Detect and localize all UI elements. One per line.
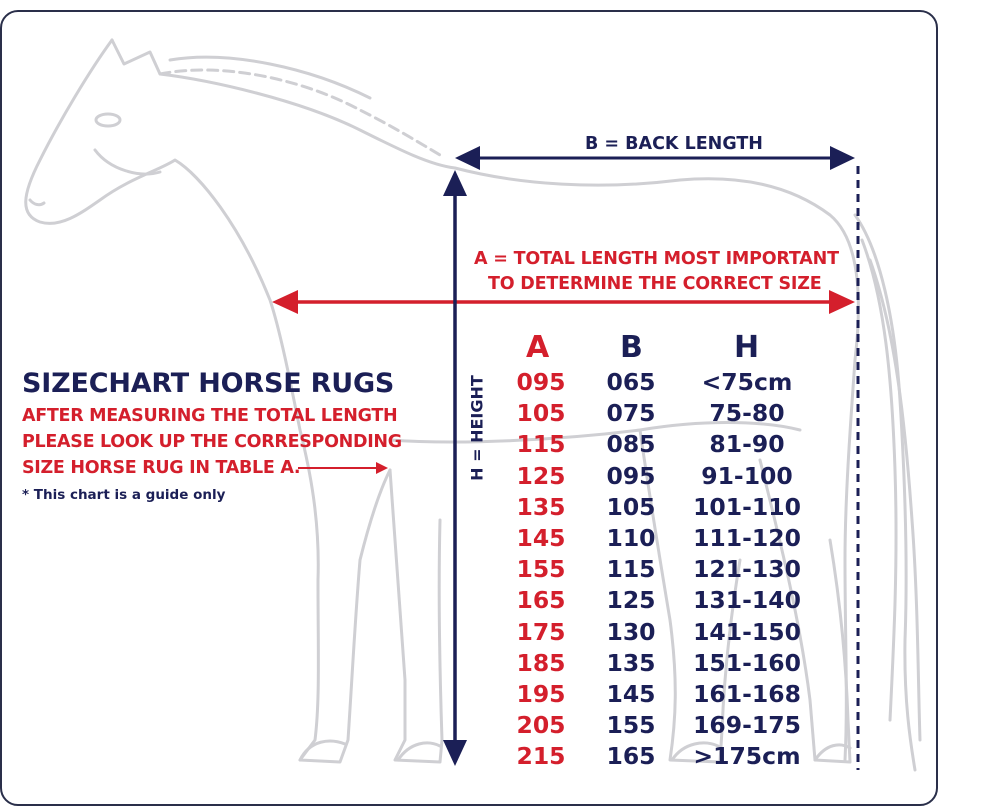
total-length-label-line1: A = TOTAL LENGTH MOST IMPORTANT	[474, 249, 839, 269]
cell-b: 105	[606, 492, 656, 521]
cell-b: 075	[606, 399, 656, 428]
pointer-arrow	[298, 462, 388, 474]
total-length-label-line2: TO DETERMINE THE CORRECT SIZE	[488, 274, 822, 294]
cell-a: 215	[516, 742, 566, 771]
column-header-b: B	[620, 330, 643, 365]
cell-h: 101-110	[693, 492, 801, 521]
instruction-line-1: AFTER MEASURING THE TOTAL LENGTH	[22, 406, 398, 426]
instruction-line-3: SIZE HORSE RUG IN TABLE A.	[22, 458, 301, 478]
cell-b: 110	[606, 524, 656, 552]
cell-a: 125	[516, 461, 566, 490]
instruction-line-2: PLEASE LOOK UP THE CORRESPONDING	[22, 432, 402, 452]
cell-h: 91-100	[701, 461, 793, 490]
cell-a: 155	[516, 555, 566, 584]
cell-h: 161-168	[693, 680, 801, 708]
back-length-label: B = BACK LENGTH	[585, 134, 763, 154]
cell-a: 175	[516, 617, 566, 646]
cell-b: 155	[606, 711, 656, 740]
cell-b: 095	[606, 461, 656, 490]
cell-h: 121-130	[693, 555, 801, 584]
guide-note: * This chart is a guide only	[22, 487, 226, 503]
cell-b: 125	[606, 586, 656, 615]
cell-a: 205	[516, 711, 566, 740]
column-header-a: A	[526, 330, 550, 365]
cell-h: 81-90	[709, 430, 785, 459]
cell-a: 145	[516, 524, 566, 552]
cell-b: 115	[606, 555, 656, 584]
cell-h: 75-80	[709, 399, 785, 428]
cell-b: 130	[606, 617, 656, 646]
cell-a: 165	[516, 586, 566, 615]
cell-h: 151-160	[693, 648, 801, 677]
cell-b: 065	[606, 368, 656, 396]
cell-a: 095	[516, 368, 566, 396]
page-title: SIZECHART HORSE RUGS	[22, 368, 395, 399]
cell-h: >175cm	[693, 742, 801, 771]
cell-b: 145	[606, 680, 656, 708]
cell-h: 131-140	[693, 586, 801, 615]
cell-h: <75cm	[701, 368, 793, 396]
cell-a: 195	[516, 680, 566, 708]
cell-b: 085	[606, 430, 656, 459]
height-label: H = HEIGHT	[467, 375, 487, 481]
cell-h: 141-150	[693, 617, 801, 646]
height-label-box	[463, 373, 491, 483]
cell-b: 135	[606, 648, 656, 677]
cell-a: 185	[516, 648, 566, 677]
cell-a: 135	[516, 492, 566, 521]
column-header-h: H	[734, 330, 760, 365]
cell-a: 105	[516, 399, 566, 428]
cell-a: 115	[516, 430, 566, 459]
cell-b: 165	[606, 742, 656, 771]
cell-h: 169-175	[693, 711, 801, 740]
cell-h: 111-120	[693, 524, 801, 552]
